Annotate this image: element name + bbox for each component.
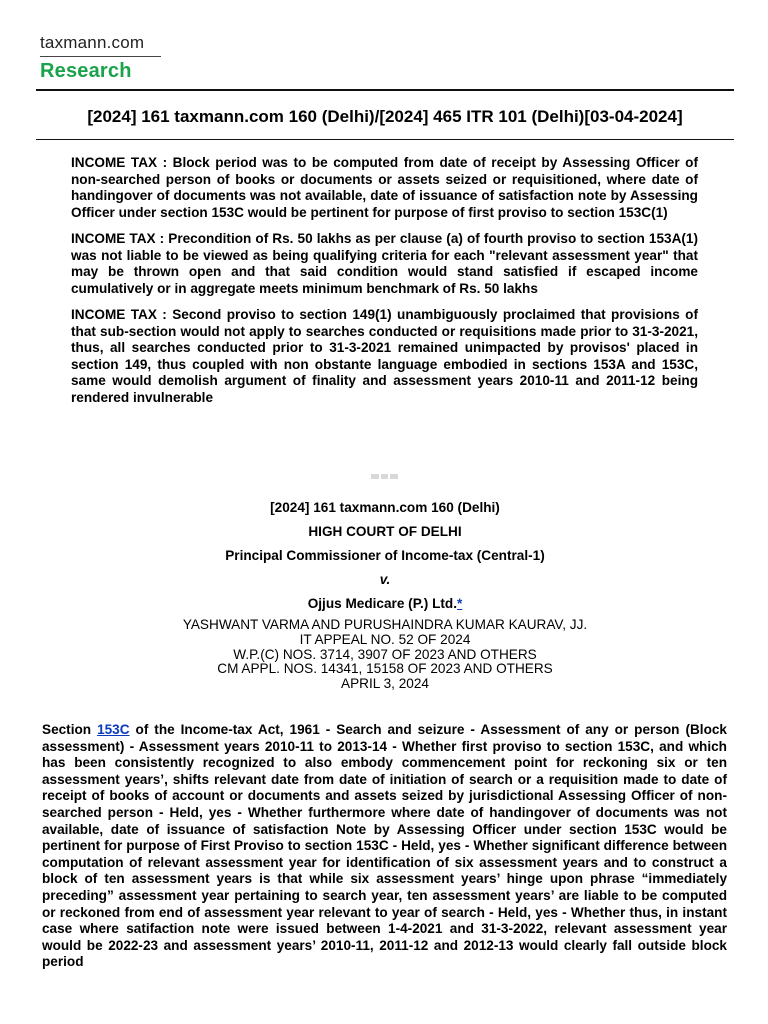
judges: YASHWANT VARMA AND PURUSHAINDRA KUMAR KAURAV, JJ. (182, 617, 588, 632)
case-header (36, 499, 734, 693)
appeal-number: IT APPEAL NO. 52 OF 2024 (299, 631, 471, 647)
digest-text: of the Income-tax Act, 1961 - Search and seizure - Assessment of any or person (Block assessment) - Assessment years 2010-11 to 2013-14 - Whether first proviso to section 153C, and which has been consistently recognized to also embody commencement point for reckoning six or ten assessment years’, shifts relevant date from date of initiation of search or a requisition made to date of receipt of books of account or documents and assets seized by jurisdictional Assessing Officer of non-searched person - Held, yes - Whether furthermore where date of handingover of documents was not available, date of issuance of satisfaction Note by Assessing Officer under section 153C would be pertinent for purpose of First Proviso to section 153C - Held, yes - Whether significant difference between computation of relevant assessment year for identification of six assessment years and to construct a block of ten assessment years is that while six assessment years’ hinge upon phrase “immediately preceding” assessment year pertaining to search year, ten assessment years’ are liable to be computed or reckoned from end of assessment year relevant to year of search - Held, yes - Whether thus, in instant case where satifaction note were issued between 1-4-2021 and 31-3-2022, relevant assessment year would be 2022-23 and assessment years’ 2010-11, 2011-12 and 2012-13 would clearly fall outside block period (42, 722, 727, 970)
headnote: INCOME TAX : Precondition of Rs. 50 lakhs as per clause (a) of fourth proviso to section 153A(1) was not liable to be viewed as being qualifying criteria for each "relevant assessment year" that may be thrown open and that said condition would stand satisfied if escaped income cumulatively or in aggregate meets minimum benchmark of Rs. 50 lakhs (71, 231, 698, 296)
headnotes (71, 155, 698, 416)
respondent-name: Ojjus Medicare (P.) Ltd. (307, 596, 457, 611)
brand-underline (40, 56, 161, 57)
court-name: HIGH COURT OF DELHI (308, 524, 462, 539)
versus-label: v. (379, 572, 391, 587)
respondent-line (36, 595, 734, 619)
respondent-footnote-link[interactable]: * (457, 596, 463, 611)
cm-application-numbers: CM APPL. NOS. 14341, 15158 OF 2023 AND OTHERS (217, 661, 553, 677)
brand-research-label: Research (40, 60, 132, 82)
judgment-date: APRIL 3, 2024 (341, 676, 429, 692)
appellant-name: Principal Commissioner of Income-tax (Central-1) (225, 548, 545, 563)
writ-petition-numbers: W.P.(C) NOS. 3714, 3907 OF 2023 AND OTHERS (233, 646, 537, 662)
headnote: INCOME TAX : Block period was to be computed from date of receipt by Assessing Officer of non-searched person of books or documents or assets seized or requisitioned, where date of handingover of documents was not available, date of issuance of satisfaction note by Assessing Officer under section 153C would be pertinent for purpose of first proviso to section 153C(1) (71, 155, 698, 220)
section-153c-link[interactable]: 153C (97, 722, 130, 737)
case-citation: [2024] 161 taxmann.com 160 (Delhi) (270, 500, 500, 515)
header-rule-top (36, 89, 734, 91)
digest-prefix: Section (42, 722, 98, 737)
document-citation: [2024] 161 taxmann.com 160 (Delhi)/[2024] 465 ITR 101 (Delhi)[03-04-2024] (87, 107, 683, 126)
case-digest (42, 722, 727, 971)
headnote: INCOME TAX : Second proviso to section 149(1) unambiguously proclaimed that provisions of that sub-section would not apply to searches conducted or requisitions made prior to 31-3-2021, thus, all searches conducted prior to 31-3-2021 remained unimpacted by provisos' placed in section 149, thus coupled with non obstante language embodied in sections 153A and 153C, same would demolish argument of finality and assessment years 2010-11 and 2011-12 being rendered invulnerable (71, 307, 698, 405)
taxmann-logo[interactable] (40, 33, 161, 83)
section-separator (371, 474, 398, 479)
brand-domain: taxmann.com (40, 33, 145, 52)
header-rule-bottom (36, 139, 734, 140)
